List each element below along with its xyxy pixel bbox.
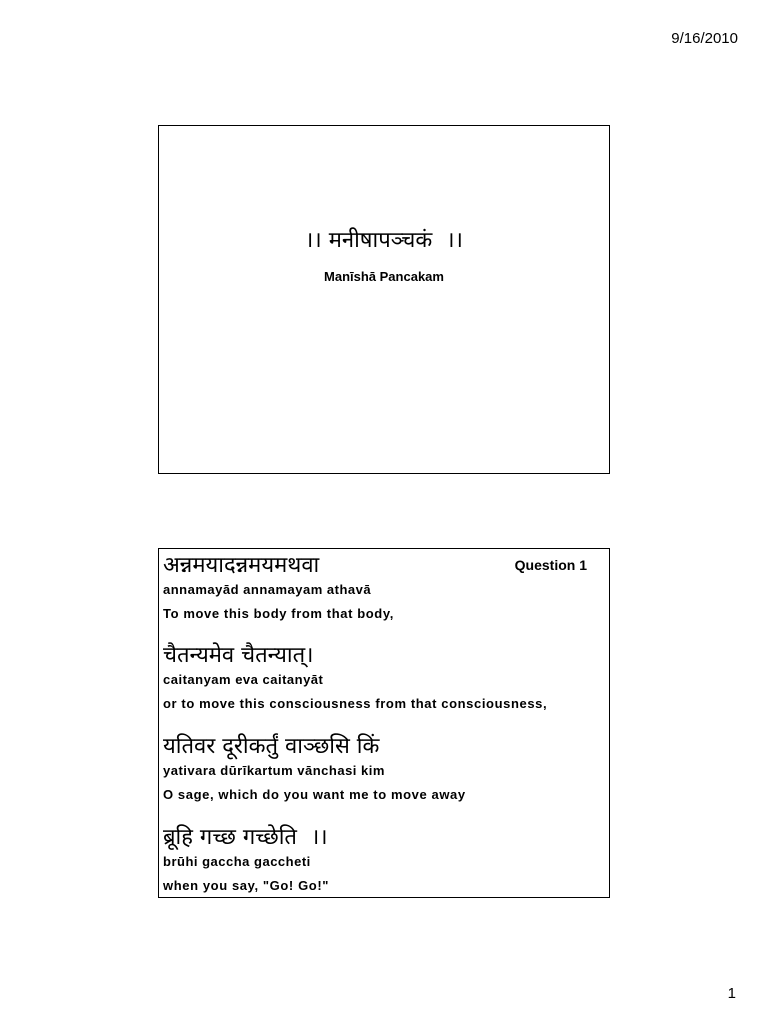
- verse-slide: [158, 548, 610, 898]
- translation-text: or to move this consciousness from that consciousness,: [163, 696, 548, 711]
- verse-line: [163, 825, 605, 895]
- devanagari-text: ब्रूहि गच्छ गच्छेति ।।: [163, 825, 328, 850]
- title-slide: [158, 125, 610, 474]
- verse-line: [163, 643, 605, 713]
- devanagari-text: अन्नमयादन्नमयमथवा: [163, 553, 320, 578]
- sanskrit-title: ।। मनीषापञ्चकं ।।: [305, 228, 463, 253]
- transliteration-text: brūhi gaccha gaccheti: [163, 854, 311, 869]
- transliteration-text: annamayād annamayam athavā: [163, 582, 372, 597]
- roman-title: Manīshā Pancakam: [324, 269, 444, 284]
- devanagari-text: चैतन्यमेव चैतन्यात्।: [163, 643, 314, 668]
- translation-text: To move this body from that body,: [163, 606, 394, 621]
- page-date: 9/16/2010: [671, 30, 738, 47]
- translation-text: O sage, which do you want me to move away: [163, 787, 466, 802]
- verse-line: [163, 734, 605, 804]
- translation-text: when you say, "Go! Go!": [163, 878, 330, 893]
- page-number: 1: [727, 985, 736, 1002]
- question-label: Question 1: [514, 557, 587, 573]
- transliteration-text: yativara dūrīkartum vānchasi kim: [163, 763, 385, 778]
- verse-line: [163, 553, 605, 623]
- transliteration-text: caitanyam eva caitanyāt: [163, 672, 324, 687]
- devanagari-text: यतिवर दूरीकर्तुं वाञ्छसि किं: [163, 734, 380, 759]
